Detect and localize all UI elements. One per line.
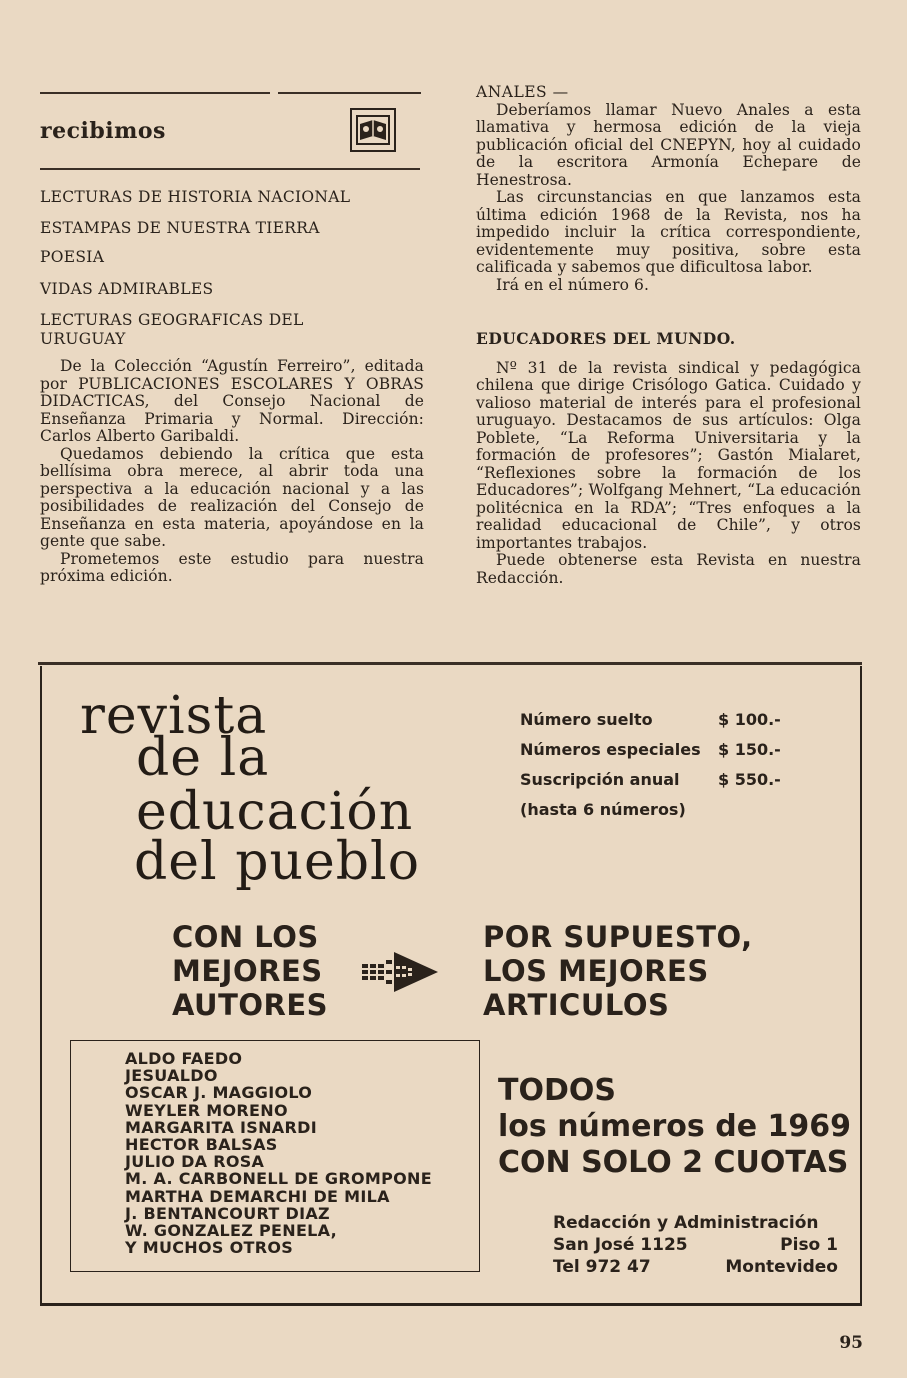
slogan-line: CON LOS <box>172 920 319 954</box>
ad-top-rule <box>38 662 862 665</box>
price-value: $ 100.- <box>718 710 781 729</box>
promo-line: TODOS <box>498 1073 616 1108</box>
list-item: HECTOR BALSAS <box>125 1135 278 1155</box>
section-title-recibimos: recibimos <box>40 118 166 144</box>
price-value: $ 150.- <box>718 740 781 759</box>
list-item: LECTURAS GEOGRAFICAS DEL URUGUAY <box>40 311 304 348</box>
paragraph: Prometemos este estudio para nuestra próxima edición. <box>40 549 424 585</box>
address-block <box>553 1212 838 1278</box>
price-row <box>520 710 781 729</box>
book-logo-icon <box>350 108 396 152</box>
promo-block <box>498 1073 851 1181</box>
masthead-line: educación <box>136 782 414 842</box>
address-row <box>553 1234 838 1256</box>
recibimos-body <box>40 358 424 586</box>
list-item: MARGARITA ISNARDI <box>125 1117 317 1137</box>
price-label: Suscripción anual <box>520 770 680 789</box>
address-floor: Piso 1 <box>780 1235 838 1255</box>
address-phone: Tel 972 47 <box>553 1257 651 1277</box>
list-item: MARTHA DEMARCHI DE MILA <box>125 1186 390 1206</box>
address-city: Montevideo <box>725 1257 838 1277</box>
masthead-line: revista <box>80 686 268 746</box>
list-item: W. GONZALEZ PENELA, <box>125 1221 338 1241</box>
slogan-line: MEJORES <box>172 954 323 988</box>
price-note: (hasta 6 números) <box>520 800 686 819</box>
paragraph: Puede obtenerse esta Revista en nuestra Redacción. <box>476 551 861 587</box>
educadores-heading: EDUCADORES DEL MUNDO. <box>476 329 736 348</box>
paragraph: De la Colección “Agustín Ferreiro”, editada por PUBLICACIONES ESCOLARES Y OBRAS DIDACTICAS, del Consejo Nacional de Enseñanza Primaria y Normal. Dirección: Carlos Alberto Garibaldi. <box>40 357 424 445</box>
address-title: Redacción y Administración <box>553 1213 819 1233</box>
right-column <box>476 84 861 587</box>
paragraph: Deberíamos llamar Nuevo Anales a esta llamativa y hermosa edición de la vieja publicación oficial del CNEPYN, hoy al cuidado de la escritora Armonía Echepare de Henestrosa. <box>476 100 861 189</box>
list-item: J. BENTANCOURT DIAZ <box>125 1203 330 1223</box>
list-item: LECTURAS DE HISTORIA NACIONAL <box>40 188 351 206</box>
address-row <box>553 1256 838 1278</box>
price-row <box>520 740 781 759</box>
paragraph: Las circunstancias en que lanzamos esta última edición 1968 de la Revista, nos ha impedido incluir la crítica correspondiente, evidentemente muy positiva, sobre esta calificada y sabemos que dificultosa labor. <box>476 188 861 276</box>
list-item: ESTAMPAS DE NUESTRA TIERRA <box>40 219 320 237</box>
anales-heading: ANALES — <box>476 83 569 101</box>
paragraph: Irá en el número 6. <box>496 275 650 294</box>
slogan-line: POR SUPUESTO, <box>483 920 753 954</box>
list-item: VIDAS ADMIRABLES <box>40 280 214 298</box>
masthead-line: del pueblo <box>134 832 420 892</box>
promo-line: CON SOLO 2 CUOTAS <box>498 1145 849 1180</box>
slogan-line: LOS MEJORES <box>483 954 709 988</box>
page-number: 95 <box>839 1333 863 1353</box>
paragraph: Nº 31 de la revista sindical y pedagógica chilena que dirige Crisólogo Gatica. Cuidado y valioso material de interés para el profesional uruguayo. Destacamos de sus artículos: Olga Poblete, “La Reforma Universitaria y la formación de profesores”; Gastón Mialaret, “Reflexiones sobre la formación de los Educadores”; Wolfgang Mehnert, “La educación politécnica en la RDA”; “Tres enfoques a la realidad educacional de Chile”, y otros importantes trabajos. <box>476 358 861 552</box>
list-item: POESIA <box>40 248 105 266</box>
address-street: San José 1125 <box>553 1235 688 1255</box>
list-item: JULIO DA ROSA <box>125 1152 265 1172</box>
list-item: JESUALDO <box>125 1066 218 1086</box>
masthead-line: de la <box>136 728 270 788</box>
price-label: Número suelto <box>520 710 653 729</box>
arrow-right-icon <box>360 948 440 998</box>
list-item: M. A. CARBONELL DE GROMPONE <box>125 1169 432 1189</box>
list-item: ALDO FAEDO <box>125 1049 243 1068</box>
price-row <box>520 770 781 789</box>
price-label: Números especiales <box>520 740 701 759</box>
promo-line: los números de 1969 <box>498 1109 851 1144</box>
list-item: OSCAR J. MAGGIOLO <box>125 1083 313 1103</box>
title-rule-left <box>40 168 420 170</box>
slogan-left <box>172 920 328 1022</box>
list-item: Y MUCHOS OTROS <box>125 1238 294 1258</box>
authors-list <box>125 1050 432 1256</box>
list-item: WEYLER MORENO <box>125 1100 288 1120</box>
paragraph: Quedamos debiendo la crítica que esta bellísima obra merece, al abrir toda una perspectiva a la educación nacional y a las posibilidades de realización del Consejo de Enseñanza en esta materia, apoyándose en la gente que sabe. <box>40 444 424 550</box>
top-rule-left-1 <box>40 92 270 94</box>
slogan-line: ARTICULOS <box>483 988 670 1022</box>
top-rule-left-2 <box>278 92 421 94</box>
price-value: $ 550.- <box>718 770 781 789</box>
slogan-line: AUTORES <box>172 988 329 1022</box>
slogan-right <box>483 920 753 1022</box>
